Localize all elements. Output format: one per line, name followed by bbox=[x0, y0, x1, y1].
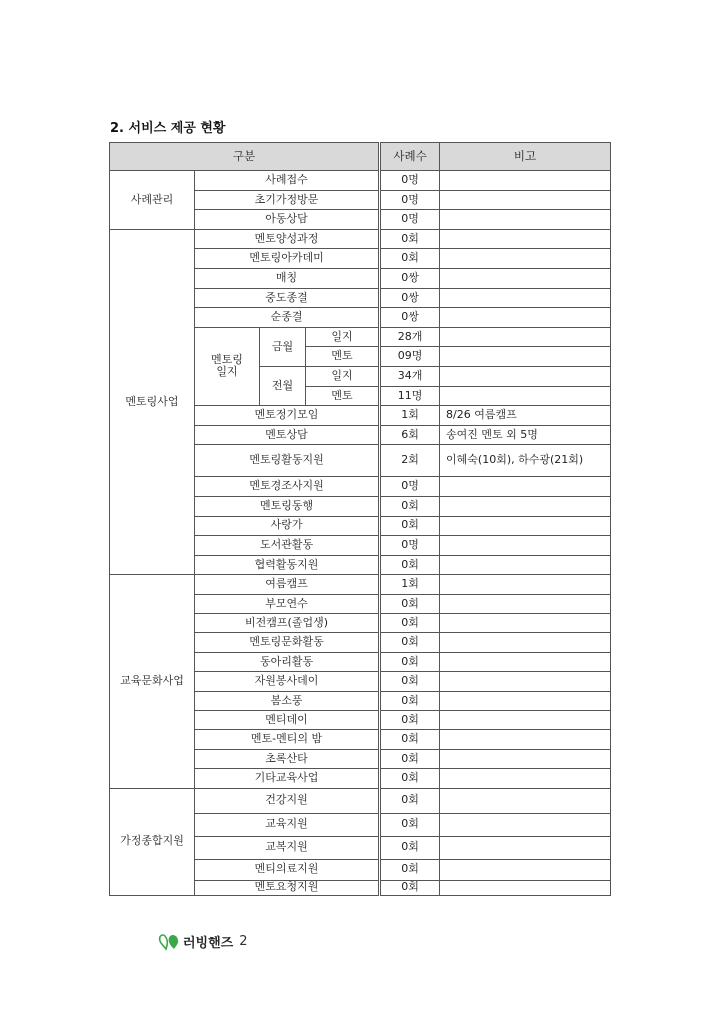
row-count: 0회 bbox=[380, 555, 440, 575]
row-note bbox=[440, 386, 611, 406]
row-note bbox=[440, 672, 611, 691]
row-note bbox=[440, 536, 611, 556]
row-note bbox=[440, 614, 611, 633]
row-item: 멘토양성과정 bbox=[195, 229, 380, 249]
row-count: 0회 bbox=[380, 614, 440, 633]
row-item: 교육지원 bbox=[195, 813, 380, 836]
row-item: 동아리활동 bbox=[195, 652, 380, 671]
row-note: 이혜숙(10회), 하수광(21회) bbox=[440, 445, 611, 477]
row-note bbox=[440, 249, 611, 269]
journal-type: 멘토 bbox=[306, 386, 380, 406]
row-note bbox=[440, 190, 611, 210]
row-note bbox=[440, 496, 611, 516]
row-item: 멘토링활동지원 bbox=[195, 445, 380, 477]
table-row bbox=[110, 788, 611, 813]
row-count: 0회 bbox=[380, 788, 440, 813]
row-note bbox=[440, 366, 611, 386]
journal-label: 멘토링 일지 bbox=[195, 327, 260, 405]
row-count: 2회 bbox=[380, 445, 440, 477]
row-item: 멘티데이 bbox=[195, 711, 380, 730]
row-count: 0명 bbox=[380, 536, 440, 556]
row-count: 11명 bbox=[380, 386, 440, 406]
header-count: 사례수 bbox=[380, 143, 440, 171]
row-count: 0회 bbox=[380, 633, 440, 652]
row-item: 매칭 bbox=[195, 268, 380, 288]
table-header-row bbox=[110, 143, 611, 171]
group-education: 교육문화사업 bbox=[110, 575, 195, 788]
row-note bbox=[440, 788, 611, 813]
row-item: 봄소풍 bbox=[195, 691, 380, 710]
row-note bbox=[440, 477, 611, 497]
row-item: 건강지원 bbox=[195, 788, 380, 813]
row-note bbox=[440, 594, 611, 613]
row-item: 교복지원 bbox=[195, 836, 380, 859]
row-count: 0회 bbox=[380, 672, 440, 691]
table-row bbox=[110, 171, 611, 191]
row-count: 0쌍 bbox=[380, 308, 440, 328]
row-item: 비전캠프(졸업생) bbox=[195, 614, 380, 633]
row-count: 0명 bbox=[380, 477, 440, 497]
row-note bbox=[440, 327, 611, 347]
footer bbox=[158, 932, 248, 951]
row-note bbox=[440, 268, 611, 288]
group-mentoring: 멘토링사업 bbox=[110, 229, 195, 575]
row-item: 멘토요청지원 bbox=[195, 880, 380, 895]
group-family: 가정종합지원 bbox=[110, 788, 195, 895]
journal-type: 일지 bbox=[306, 327, 380, 347]
row-item: 여름캠프 bbox=[195, 575, 380, 594]
group-case: 사례관리 bbox=[110, 171, 195, 230]
row-item: 부모연수 bbox=[195, 594, 380, 613]
row-note bbox=[440, 229, 611, 249]
row-item: 초기가정방문 bbox=[195, 190, 380, 210]
row-item: 도서관활동 bbox=[195, 536, 380, 556]
hands-heart-icon bbox=[158, 933, 180, 951]
row-note bbox=[440, 730, 611, 749]
row-note bbox=[440, 880, 611, 895]
row-item: 멘토상담 bbox=[195, 425, 380, 445]
row-note bbox=[440, 288, 611, 308]
row-count: 0쌍 bbox=[380, 288, 440, 308]
row-count: 0회 bbox=[380, 594, 440, 613]
row-note bbox=[440, 347, 611, 367]
row-item: 멘토경조사지원 bbox=[195, 477, 380, 497]
row-item: 멘토링동행 bbox=[195, 496, 380, 516]
row-note bbox=[440, 652, 611, 671]
row-count: 1회 bbox=[380, 575, 440, 594]
row-note: 송여진 멘토 외 5명 bbox=[440, 425, 611, 445]
row-item: 협력활동지원 bbox=[195, 555, 380, 575]
row-count: 0회 bbox=[380, 880, 440, 895]
row-item: 멘티의료지원 bbox=[195, 859, 380, 880]
row-count: 6회 bbox=[380, 425, 440, 445]
row-item: 자원봉사데이 bbox=[195, 672, 380, 691]
journal-type: 멘토 bbox=[306, 347, 380, 367]
row-item: 중도종결 bbox=[195, 288, 380, 308]
row-count: 0명 bbox=[380, 190, 440, 210]
row-count: 0회 bbox=[380, 249, 440, 269]
journal-last-month: 전월 bbox=[260, 366, 306, 405]
row-count: 09명 bbox=[380, 347, 440, 367]
row-note bbox=[440, 859, 611, 880]
row-note bbox=[440, 555, 611, 575]
row-item: 멘토링아카데미 bbox=[195, 249, 380, 269]
row-note bbox=[440, 691, 611, 710]
row-item: 멘토링문화활동 bbox=[195, 633, 380, 652]
row-count: 0회 bbox=[380, 769, 440, 788]
row-note bbox=[440, 813, 611, 836]
table-row bbox=[110, 575, 611, 594]
row-note bbox=[440, 171, 611, 191]
row-count: 28개 bbox=[380, 327, 440, 347]
row-count: 0회 bbox=[380, 691, 440, 710]
row-note bbox=[440, 769, 611, 788]
row-note bbox=[440, 711, 611, 730]
row-item: 멘토-멘티의 밤 bbox=[195, 730, 380, 749]
row-count: 34개 bbox=[380, 366, 440, 386]
table-row bbox=[110, 229, 611, 249]
row-item: 아동상담 bbox=[195, 210, 380, 230]
journal-this-month: 금월 bbox=[260, 327, 306, 366]
row-note bbox=[440, 575, 611, 594]
row-item: 기타교육사업 bbox=[195, 769, 380, 788]
row-count: 0회 bbox=[380, 730, 440, 749]
row-count: 0명 bbox=[380, 171, 440, 191]
row-item: 초록산타 bbox=[195, 749, 380, 768]
row-count: 0회 bbox=[380, 516, 440, 536]
row-note bbox=[440, 836, 611, 859]
row-item: 사례접수 bbox=[195, 171, 380, 191]
row-count: 0회 bbox=[380, 711, 440, 730]
service-table bbox=[109, 142, 611, 896]
row-note bbox=[440, 749, 611, 768]
row-count: 0회 bbox=[380, 859, 440, 880]
row-note bbox=[440, 210, 611, 230]
row-count: 1회 bbox=[380, 406, 440, 426]
journal-type: 일지 bbox=[306, 366, 380, 386]
section-heading: 2. 서비스 제공 현황 bbox=[110, 121, 226, 136]
row-count: 0회 bbox=[380, 836, 440, 859]
row-count: 0회 bbox=[380, 813, 440, 836]
brand-name: 러빙핸즈 bbox=[183, 936, 234, 951]
page-number: 2 bbox=[239, 934, 248, 949]
row-item: 멘토정기모임 bbox=[195, 406, 380, 426]
row-count: 0회 bbox=[380, 652, 440, 671]
row-item: 순종결 bbox=[195, 308, 380, 328]
row-count: 0회 bbox=[380, 496, 440, 516]
row-count: 0쌍 bbox=[380, 268, 440, 288]
header-category: 구분 bbox=[110, 143, 380, 171]
row-item: 사랑가 bbox=[195, 516, 380, 536]
header-note: 비고 bbox=[440, 143, 611, 171]
row-note bbox=[440, 516, 611, 536]
row-note: 8/26 여름캠프 bbox=[440, 406, 611, 426]
row-note bbox=[440, 308, 611, 328]
row-count: 0명 bbox=[380, 210, 440, 230]
row-count: 0회 bbox=[380, 749, 440, 768]
row-note bbox=[440, 633, 611, 652]
row-count: 0회 bbox=[380, 229, 440, 249]
